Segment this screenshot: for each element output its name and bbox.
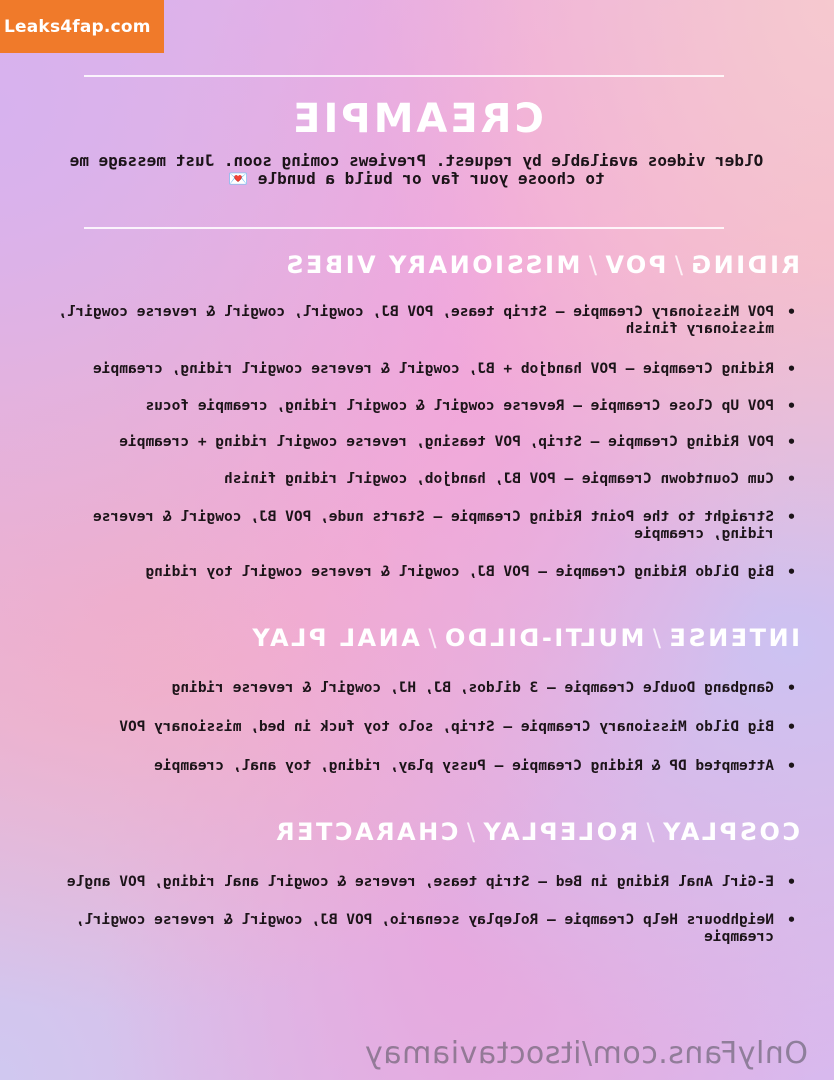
list-item: • Straight to the Point Riding Creampie — Starts nude, POV BJ, cowgirl & reverse riding, creampie (30, 509, 800, 543)
section-part: COSPLAY (660, 818, 800, 846)
list-item: • Attempted DP & Riding Creampie — Pussy play, riding, toy anal, creampie (30, 758, 800, 775)
section-part: POV (602, 251, 667, 279)
section-part: ANAL PLAY (249, 624, 420, 652)
intro-line-1: Older videos available by request. Previews coming soon. Just message me (69, 151, 764, 170)
list-item: • Cum Countdown Creampie — POV BJ, handjob, cowgirl riding finish (30, 471, 800, 488)
list-item: • Riding Creampie — POV handjob + BJ, cowgirl & reverse cowgirl riding, creampie (30, 361, 800, 378)
list-item: • Gangbang Double Creampie — 3 dildos, BJ, HJ, cowgirl & reverse riding (30, 680, 800, 697)
intro-line-2-wrap (44, 170, 789, 188)
section-title-intense: INTENSE/MULTI-DILDO/ANAL PLAY (249, 624, 800, 652)
section-title-cosplay: COSPLAY/ROLEPLAY/CHARACTER (273, 818, 800, 846)
list-item: • Neighbours Help Creampie — Roleplay scenario, POV BJ, cowgirl & reverse cowgirl, creampie (30, 912, 800, 946)
section-title-riding: RIDING/POV/MISSIONARY VIBES (283, 251, 800, 279)
section-part: MISSIONARY VIBES (283, 251, 581, 279)
love-letter-icon: 💌 (228, 169, 249, 188)
top-divider (84, 75, 724, 77)
page-title: CREAMPIE (290, 96, 544, 142)
list-item: • Big Dildo Riding Creampie — POV BJ, cowgirl & reverse cowgirl toy riding (30, 564, 800, 581)
list-item: • POV Riding Creampie — Strip, POV teasing, reverse cowgirl riding + creampie (30, 434, 800, 451)
list-item: • Big Dildo Missionary Creampie — Strip, solo toy fuck in bed, missionary POV (30, 719, 800, 736)
section-part: RIDING (688, 251, 800, 279)
section-part: INTENSE (666, 624, 800, 652)
list-item: • POV Up Close Creampie — Reverse cowgirl & cowgirl riding, creampie focus (30, 398, 800, 415)
section-part: ROLEPLAY (480, 818, 639, 846)
mid-divider (84, 227, 724, 229)
list-item: • E-Girl Anal Riding in Bed — Strip tease, reverse & cowgirl anal riding, POV angle (30, 874, 800, 891)
site-watermark: Leaks4fap.com (0, 0, 164, 53)
list-item: • POV Missionary Creampie — Strip tease, POV BJ, cowgirl, cowgirl & reverse cowgirl, missionary finish (30, 304, 800, 338)
section-part: CHARACTER (273, 818, 459, 846)
section-part: MULTI-DILDO (442, 624, 645, 652)
intro-line-2: to choose your fav or build a bundle (257, 169, 605, 188)
footer-url: OnlyFans.com/itsoctaviamay (364, 1036, 808, 1071)
intro-text (44, 152, 789, 188)
